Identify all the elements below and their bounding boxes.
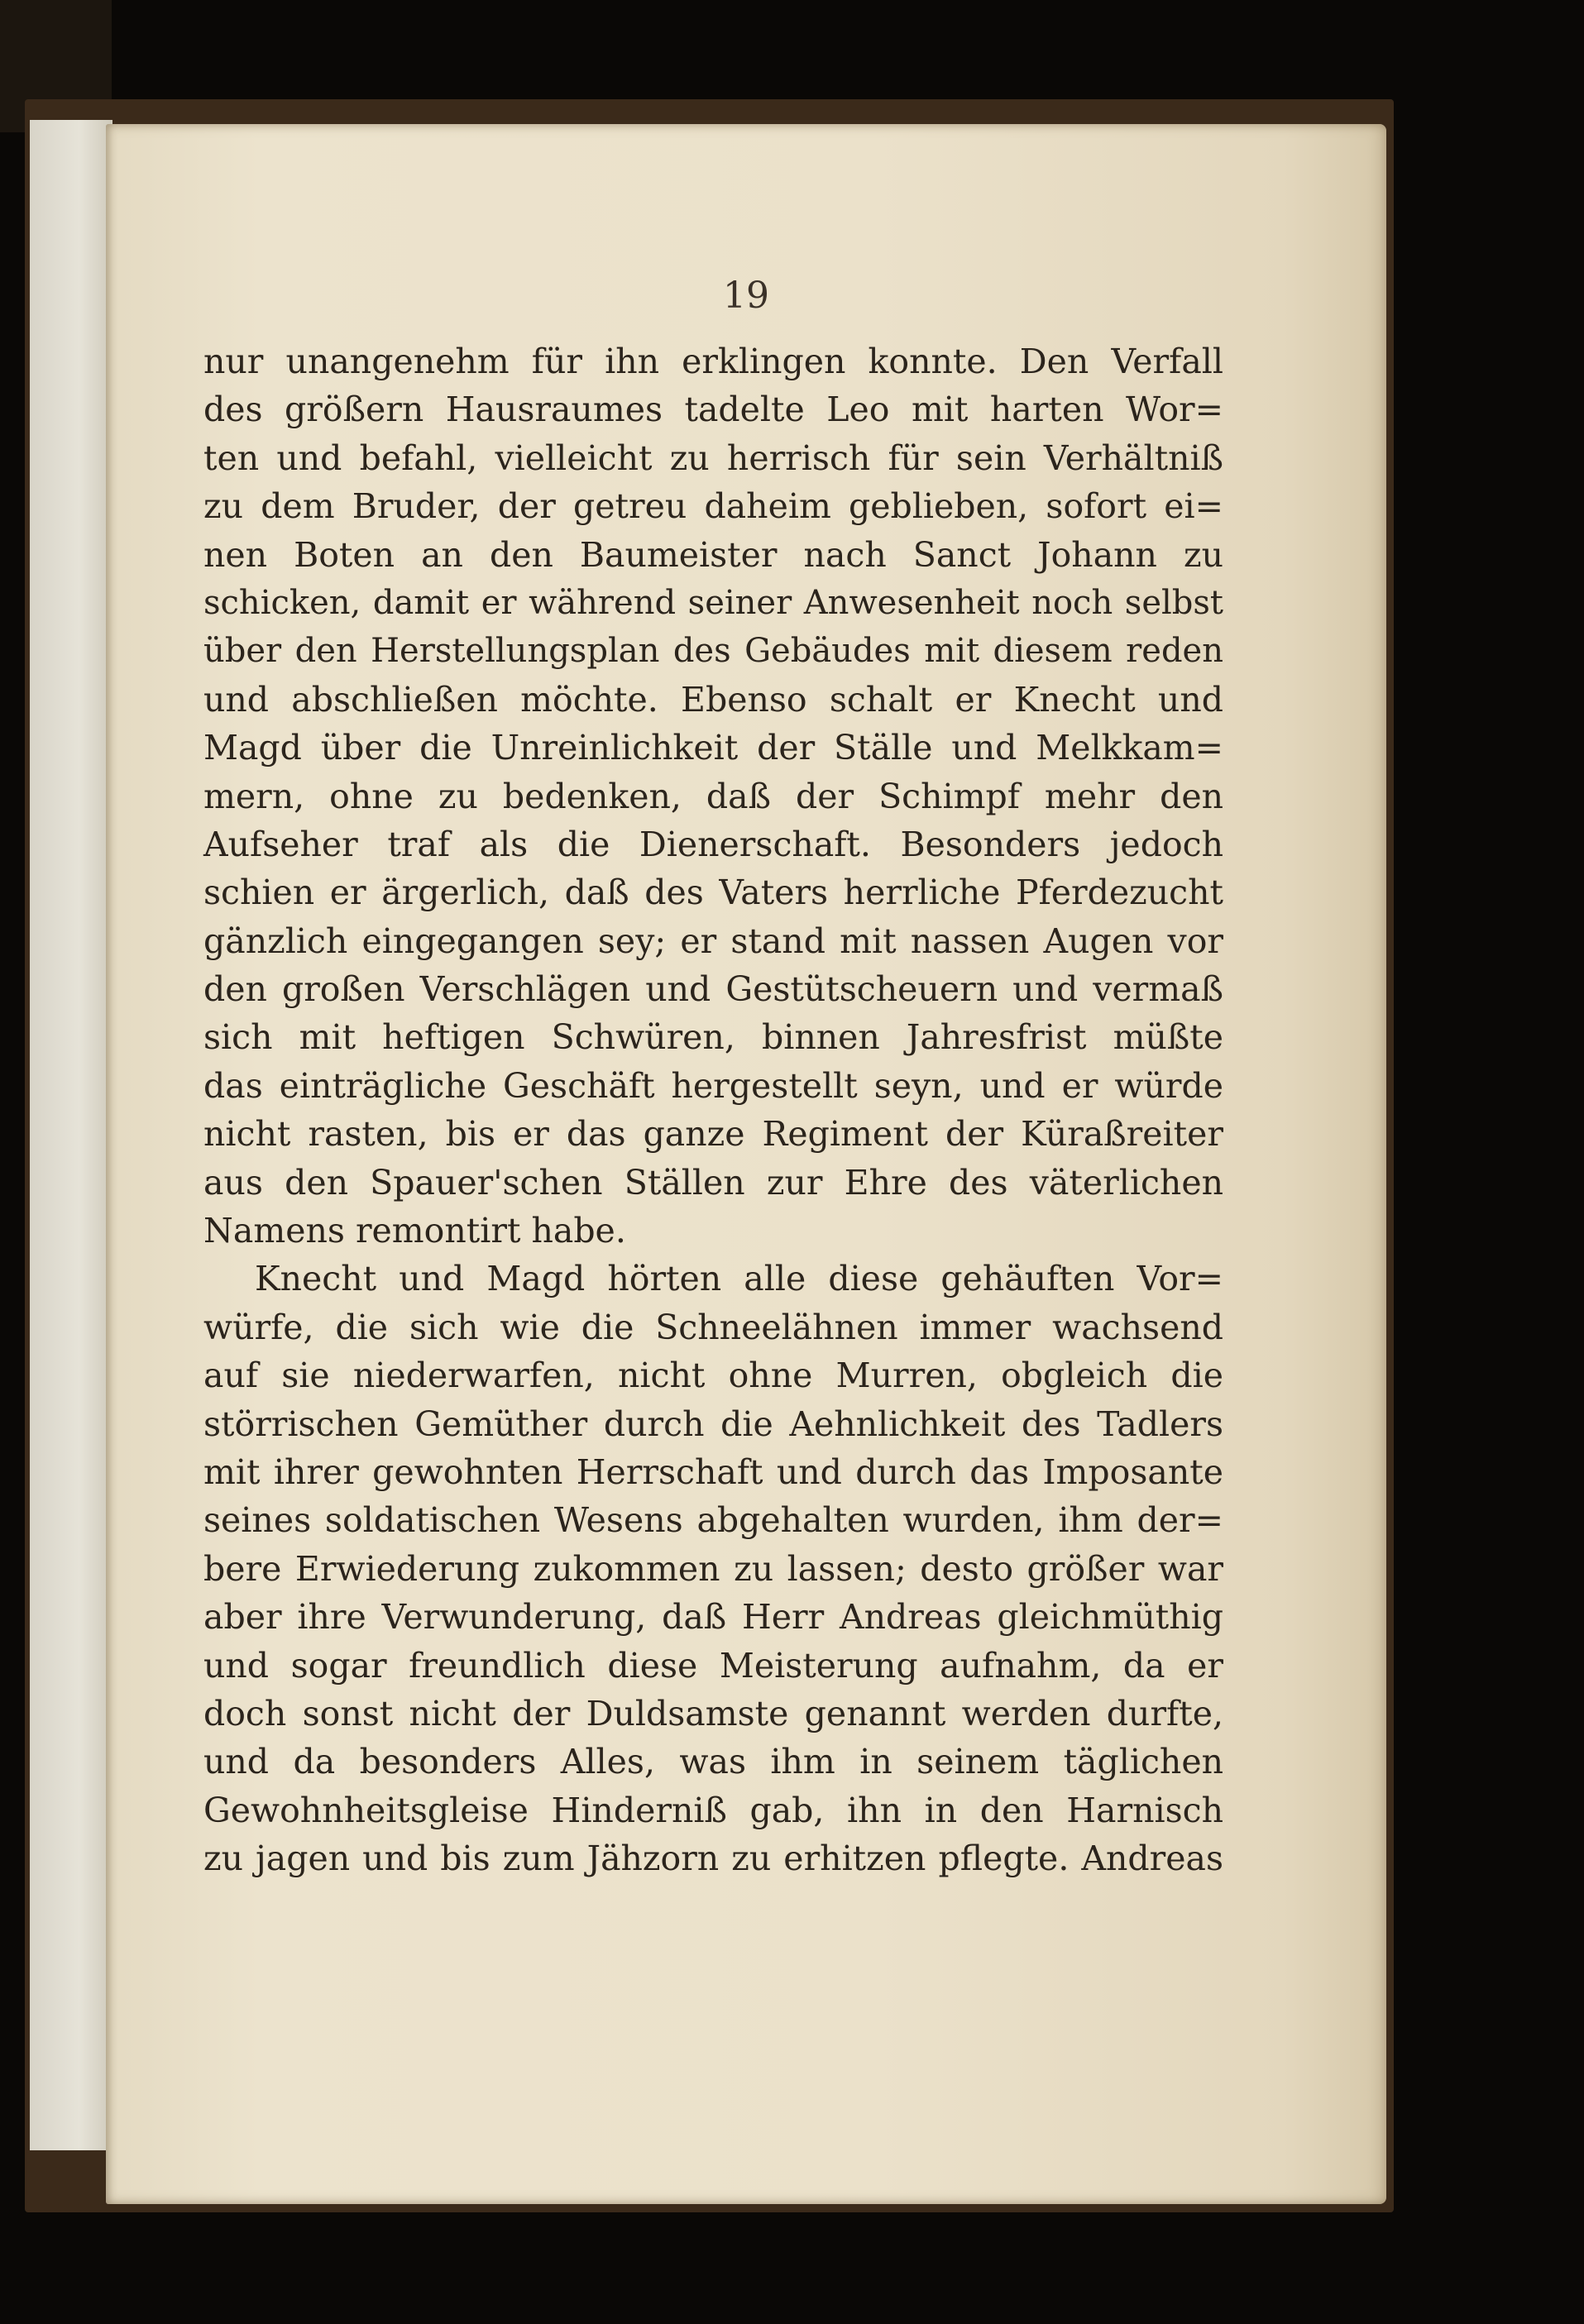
text-line: zu jagen und bis zum Jähzorn zu erhitzen pflegte. Andreas [203,1839,1223,1879]
text-line: Gewohnheitsgleise Hinderniß gab, ihn in den Harnisch [203,1790,1223,1830]
text-line: und da besonders Alles, was ihm in seinem täglichen [203,1742,1223,1782]
text-line: nicht rasten, bis er das ganze Regiment der Küraßreiter [203,1114,1223,1155]
text-line: aber ihre Verwunderung, daß Herr Andreas gleichmüthig [203,1597,1223,1638]
text-line: störrischen Gemüther durch die Aehnlichkeit des Tadlers [203,1403,1223,1444]
text-line: mit ihrer gewohnten Herrschaft und durch das Imposante [203,1451,1223,1492]
text-line: nen Boten an den Baumeister nach Sanct Johann zu [203,534,1223,575]
text-line: würfe, die sich wie die Schneelähnen immer wachsend [203,1307,1223,1347]
text-line: doch sonst nicht der Duldsamste genannt werden durfte, [203,1693,1223,1733]
text-line: den großen Verschlägen und Gestütscheuern und vermaß [203,969,1223,1010]
text-line: nur unangenehm für ihn erklingen konnte. Den Verfall [203,342,1223,381]
text-line: und sogar freundlich diese Meisterung aufnahm, da er [203,1645,1223,1686]
text-line: das einträgliche Geschäft hergestellt seyn, und er würde [203,1065,1223,1106]
text-line: Magd über die Unreinlichkeit der Ställe und Melkkam= [203,728,1223,768]
text-line: auf sie niederwarfen, nicht ohne Murren, obgleich die [203,1356,1223,1396]
text-line: ten und befahl, vielleicht zu herrisch für sein Verhältniß [203,438,1223,478]
page-text [203,337,1223,1883]
page-number: 19 [723,275,769,317]
book-page [106,124,1386,2204]
text-line: sich mit heftigen Schwüren, binnen Jahresfrist müßte [203,1017,1223,1058]
text-line: schien er ärgerlich, daß des Vaters herrliche Pferdezucht [203,873,1223,913]
text-line: schicken, damit er während seiner Anwesenheit noch selbst [203,583,1223,622]
text-line: und abschließen möchte. Ebenso schalt er Knecht und [203,679,1223,720]
text-line: Knecht und Magd hörten alle diese gehäuften Vor= [255,1259,1223,1299]
text-line: über den Herstellungsplan des Gebäudes mit diesem reden [203,632,1223,671]
text-line: gänzlich eingegangen sey; er stand mit nassen Augen vor [203,921,1223,961]
text-line: mern, ohne zu bedenken, daß der Schimpf mehr den [203,776,1223,816]
text-line: Aufseher traf als die Dienerschaft. Besonders jedoch [203,824,1223,864]
text-line: zu dem Bruder, der getreu daheim geblieben, sofort ei= [203,486,1223,527]
text-line: seines soldatischen Wesens abgehalten wurden, ihm der= [203,1500,1223,1541]
text-line: aus den Spauer'schen Ställen zur Ehre des väterlichen [203,1162,1223,1203]
text-line: bere Erwiederung zukommen zu lassen; desto größer war [203,1548,1223,1589]
text-line: Namens remontirt habe. [203,1211,626,1251]
facing-page-edge [30,120,112,2150]
text-line: des größern Hausraumes tadelte Leo mit harten Wor= [203,390,1223,430]
